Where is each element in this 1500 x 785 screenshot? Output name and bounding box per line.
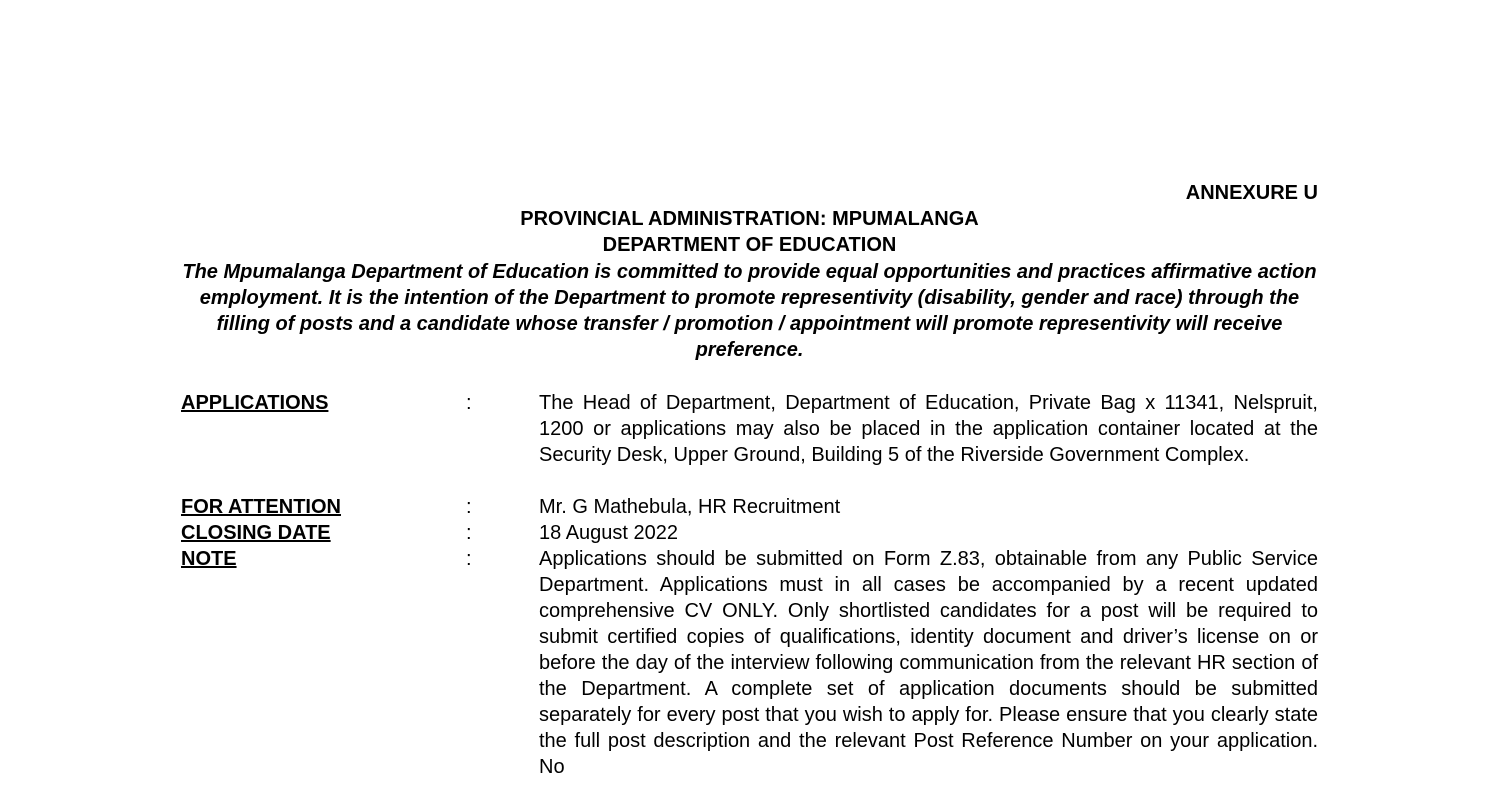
applications-label: APPLICATIONS [181,392,329,414]
note-value: Applications should be submitted on Form Z.83, obtainable from any Public Service Department. Applications must in all cases be accompanied by a recent updated comprehensive CV ONLY. Only shortlisted candidates for a post will be required to submit certified copies of qualifications, identity document and driver’s license on or before the day of the interview following communication from the relevant HR section of the Department. A complete set of application documents should be submitted separately for every post that you wish to apply for. Please ensure that you clearly state the full post description and the relevant Post Reference Number on your application. No [539,548,1318,778]
applications-colon: : [466,392,472,414]
annexure-label: ANNEXURE U [1185,182,1318,204]
document-page [181,0,1318,785]
closing-date-label: CLOSING DATE [181,522,331,544]
heading-line-provincial-administration: PROVINCIAL ADMINISTRATION: MPUMALANGA [520,208,979,230]
closing-date-colon: : [466,522,472,544]
document-heading [181,206,1318,258]
closing-date-value: 18 August 2022 [539,522,679,544]
note-label: NOTE [181,548,237,570]
intro-statement: The Mpumalanga Department of Education is committed to provide equal opportunities and practices affirmative action employment. It is the intention of the Department to promote representivity (disability, gender and race) through the filling of posts and a candidate whose transfer / promotion / appointment will promote representivity will receive preference. [182,261,1317,361]
applications-value: The Head of Department, Department of Education, Private Bag x 11341, Nelspruit, 1200 or applications may also be placed in the application container located at the Security Desk, Upper Ground, Building 5 of the Riverside Government Complex. [539,392,1318,466]
for-attention-colon: : [466,496,472,518]
heading-line-department: DEPARTMENT OF EDUCATION [602,234,897,256]
for-attention-value: Mr. G Mathebula, HR Recruitment [539,496,841,518]
for-attention-label: FOR ATTENTION [181,496,341,518]
note-colon: : [466,548,472,570]
